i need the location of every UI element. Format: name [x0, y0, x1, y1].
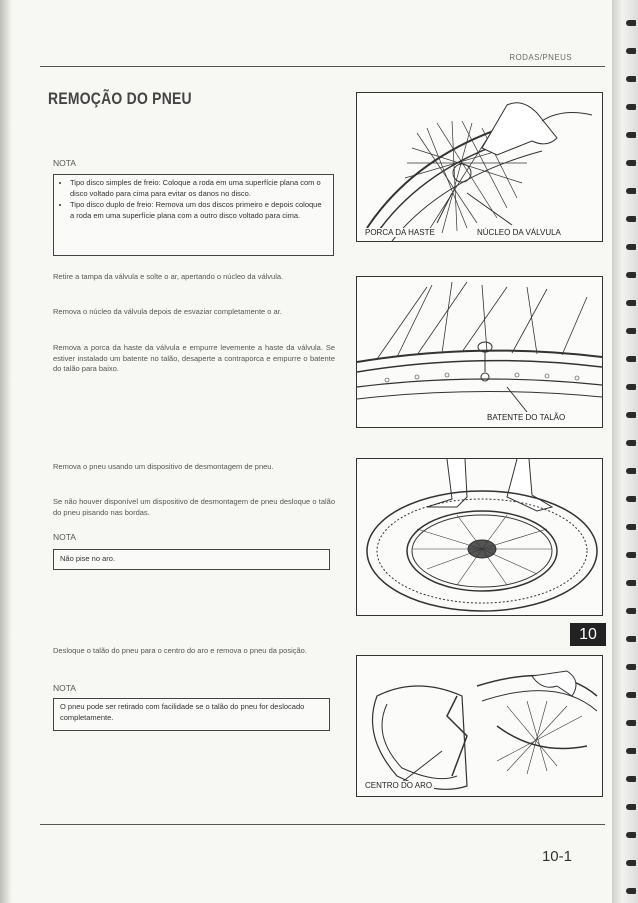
binding-coil	[626, 692, 636, 698]
figure-tire-stepping	[356, 458, 603, 616]
page-title: REMOÇÃO DO PNEU	[48, 89, 192, 108]
binding-coil	[626, 664, 636, 670]
note-label: NOTA	[53, 532, 76, 542]
body-paragraph: Remova o núcleo da válvula depois de esvaziar completamente o ar.	[53, 307, 282, 316]
note-item: • Tipo disco duplo de freio: Remova um dos discos primeiro e depois coloque a roda em uma superfície plana com a outro disco voltado para cima.	[70, 200, 327, 221]
binding-coil	[626, 328, 636, 334]
binding-coil	[626, 20, 636, 26]
figure-label: NÚCLEO DA VÁLVULA	[477, 228, 561, 237]
binding-coil	[626, 244, 636, 250]
binding-coil	[626, 524, 636, 530]
rim-center-illustration	[357, 656, 602, 796]
page-number: 10-1	[541, 848, 572, 865]
spiral-binding	[612, 0, 638, 903]
note-text: O pneu pode ser retirado com facilidade se o talão do pneu for deslocado completamente.	[60, 702, 305, 722]
note-box	[53, 174, 334, 256]
chapter-tab: 10	[570, 623, 606, 646]
body-paragraph: Se não houver disponível um dispositivo de desmontagem de pneu desloque o talão do pneu pisando nas bordas.	[53, 497, 335, 517]
binding-coil	[626, 468, 636, 474]
figure-valve-stem	[356, 92, 603, 242]
binding-coil	[626, 608, 636, 614]
binding-coil	[626, 216, 636, 222]
note-box	[53, 549, 330, 570]
wheel-valve-illustration	[357, 93, 602, 241]
binding-coil	[626, 300, 636, 306]
binding-coil	[626, 440, 636, 446]
binding-coil	[626, 272, 636, 278]
binding-coil	[626, 76, 636, 82]
binding-coil	[626, 384, 636, 390]
binding-coil	[626, 636, 636, 642]
figure-label: PORCA DA HASTE	[365, 228, 435, 237]
binding-coil	[626, 580, 636, 586]
note-item: • Tipo disco simples de freio: Coloque a roda em uma superfície plana com o disco voltado para cima para evitar os danos no disco.	[70, 178, 327, 199]
figure-label: BATENTE DO TALÃO	[487, 413, 566, 422]
binding-coil	[626, 48, 636, 54]
binding-coil	[626, 132, 636, 138]
header-rule	[40, 66, 605, 67]
note-box	[53, 698, 330, 731]
binding-coil	[626, 720, 636, 726]
figure-bead-stopper	[356, 276, 603, 428]
binding-coil	[626, 860, 636, 866]
bead-stopper-illustration	[357, 277, 602, 427]
body-paragraph: Remova a porca da haste da válvula e empurre levemente a haste da válvula. Se estiver instalado um batente no talão, desaperte a contraporca e empurre o batente do talão para baixo.	[53, 343, 335, 373]
binding-coil	[626, 776, 636, 782]
note-label: NOTA	[53, 158, 76, 168]
binding-coil	[626, 496, 636, 502]
binding-coil	[626, 748, 636, 754]
binding-coil	[626, 412, 636, 418]
binding-coil	[626, 832, 636, 838]
note-label: NOTA	[53, 683, 76, 693]
figure-rim-center	[356, 655, 603, 797]
binding-coil	[626, 552, 636, 558]
figure-label: CENTRO DO ARO	[365, 781, 433, 790]
binding-coil	[626, 160, 636, 166]
page-edge-shadow	[0, 0, 12, 903]
body-paragraph: Desloque o talão do pneu para o centro do aro e remova o pneu da posição.	[53, 646, 307, 655]
footer-rule	[40, 824, 605, 825]
running-header: RODAS/PNEUS	[509, 53, 572, 62]
binding-coil	[626, 356, 636, 362]
binding-coil	[626, 188, 636, 194]
body-paragraph: Retire a tampa da válvula e solte o ar, apertando o núcleo da válvula.	[53, 272, 284, 281]
body-paragraph: Remova o pneu usando um dispositivo de desmontagem de pneu.	[53, 462, 274, 471]
binding-coil	[626, 804, 636, 810]
binding-coil	[626, 104, 636, 110]
tire-stepping-illustration	[357, 459, 602, 615]
binding-coil	[626, 888, 636, 894]
note-text: Não pise no aro.	[60, 554, 116, 563]
